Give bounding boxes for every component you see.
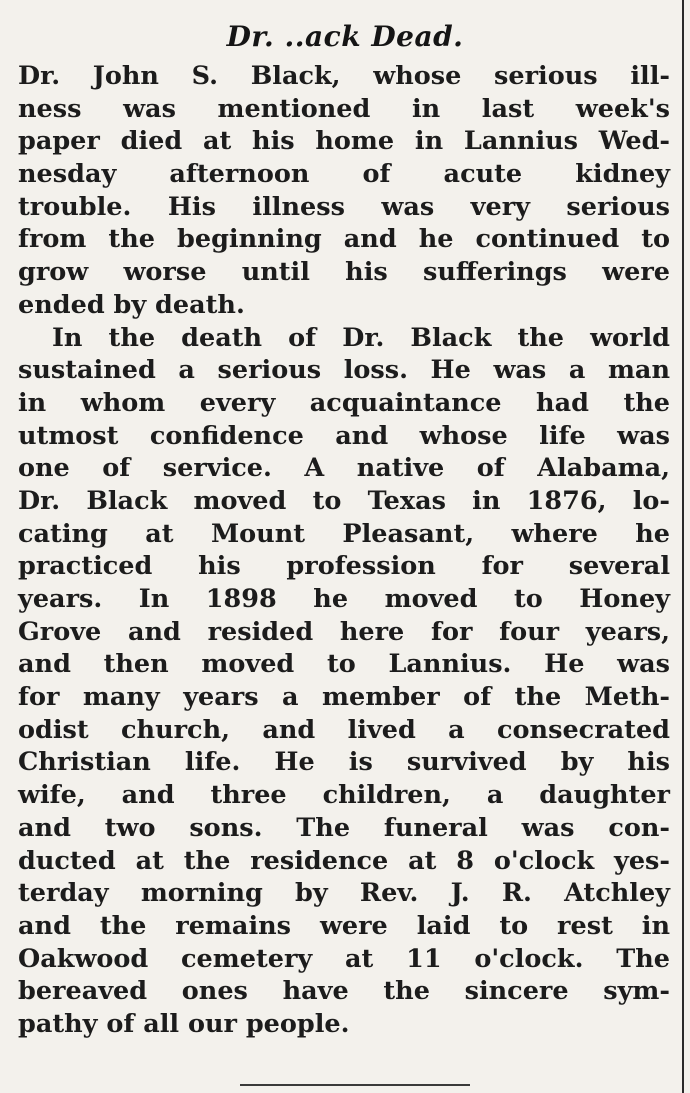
headline: Dr. ..ack Dead. <box>226 20 464 53</box>
article-line: wife, and three children, a daughter <box>18 780 670 811</box>
article-line: Christian life. He is survived by his <box>18 747 670 778</box>
article-line: Grove and resided here for four years, <box>18 616 670 647</box>
article-line: Dr. John S. Black, whose serious ill- <box>18 61 670 91</box>
article-line: in whom every acquaintance had the <box>18 387 670 418</box>
article-line: paper died at his home in Lannius Wed- <box>18 126 670 157</box>
article-line: ended by death. <box>18 289 245 320</box>
article-line: bereaved ones have the sincere sym- <box>18 976 670 1007</box>
article-line: ness was mentioned in last week's <box>18 93 670 124</box>
article-line: grow worse until his sufferings were <box>18 257 670 288</box>
article-line: and two sons. The funeral was con- <box>18 812 670 843</box>
article-line: utmost confidence and whose life was <box>18 420 670 451</box>
article-line: trouble. His illness was very serious <box>18 191 670 222</box>
article-line: one of service. A native of Alabama, <box>18 453 670 484</box>
article-line: for many years a member of the Meth- <box>18 682 670 713</box>
bottom-rule <box>240 1084 470 1086</box>
article-line: odist church, and lived a consecrated <box>18 714 670 745</box>
column-rule <box>682 0 684 1093</box>
article-line: Oakwood cemetery at 11 o'clock. The <box>18 943 670 974</box>
article-line: nesday afternoon of acute kidney <box>18 159 670 190</box>
article-line: practiced his profession for several <box>18 551 670 582</box>
article-line: years. In 1898 he moved to Honey <box>18 584 670 614</box>
article-line: cating at Mount Pleasant, where he <box>18 518 670 549</box>
article-line: pathy of all our people. <box>18 1008 350 1039</box>
article-body <box>18 60 670 1041</box>
article-line: and the remains were laid to rest in <box>18 910 670 941</box>
article-line: terday morning by Rev. J. R. Atchley <box>18 878 670 909</box>
article-line: from the beginning and he continued to <box>18 224 670 255</box>
paragraph-start-line: In the death of Dr. Black the world <box>52 322 670 353</box>
article-line: ducted at the residence at 8 o'clock yes- <box>18 845 670 876</box>
article-line: Dr. Black moved to Texas in 1876, lo- <box>18 485 670 516</box>
article-line: and then moved to Lannius. He was <box>18 649 670 680</box>
article-line: sustained a serious loss. He was a man <box>18 355 670 386</box>
